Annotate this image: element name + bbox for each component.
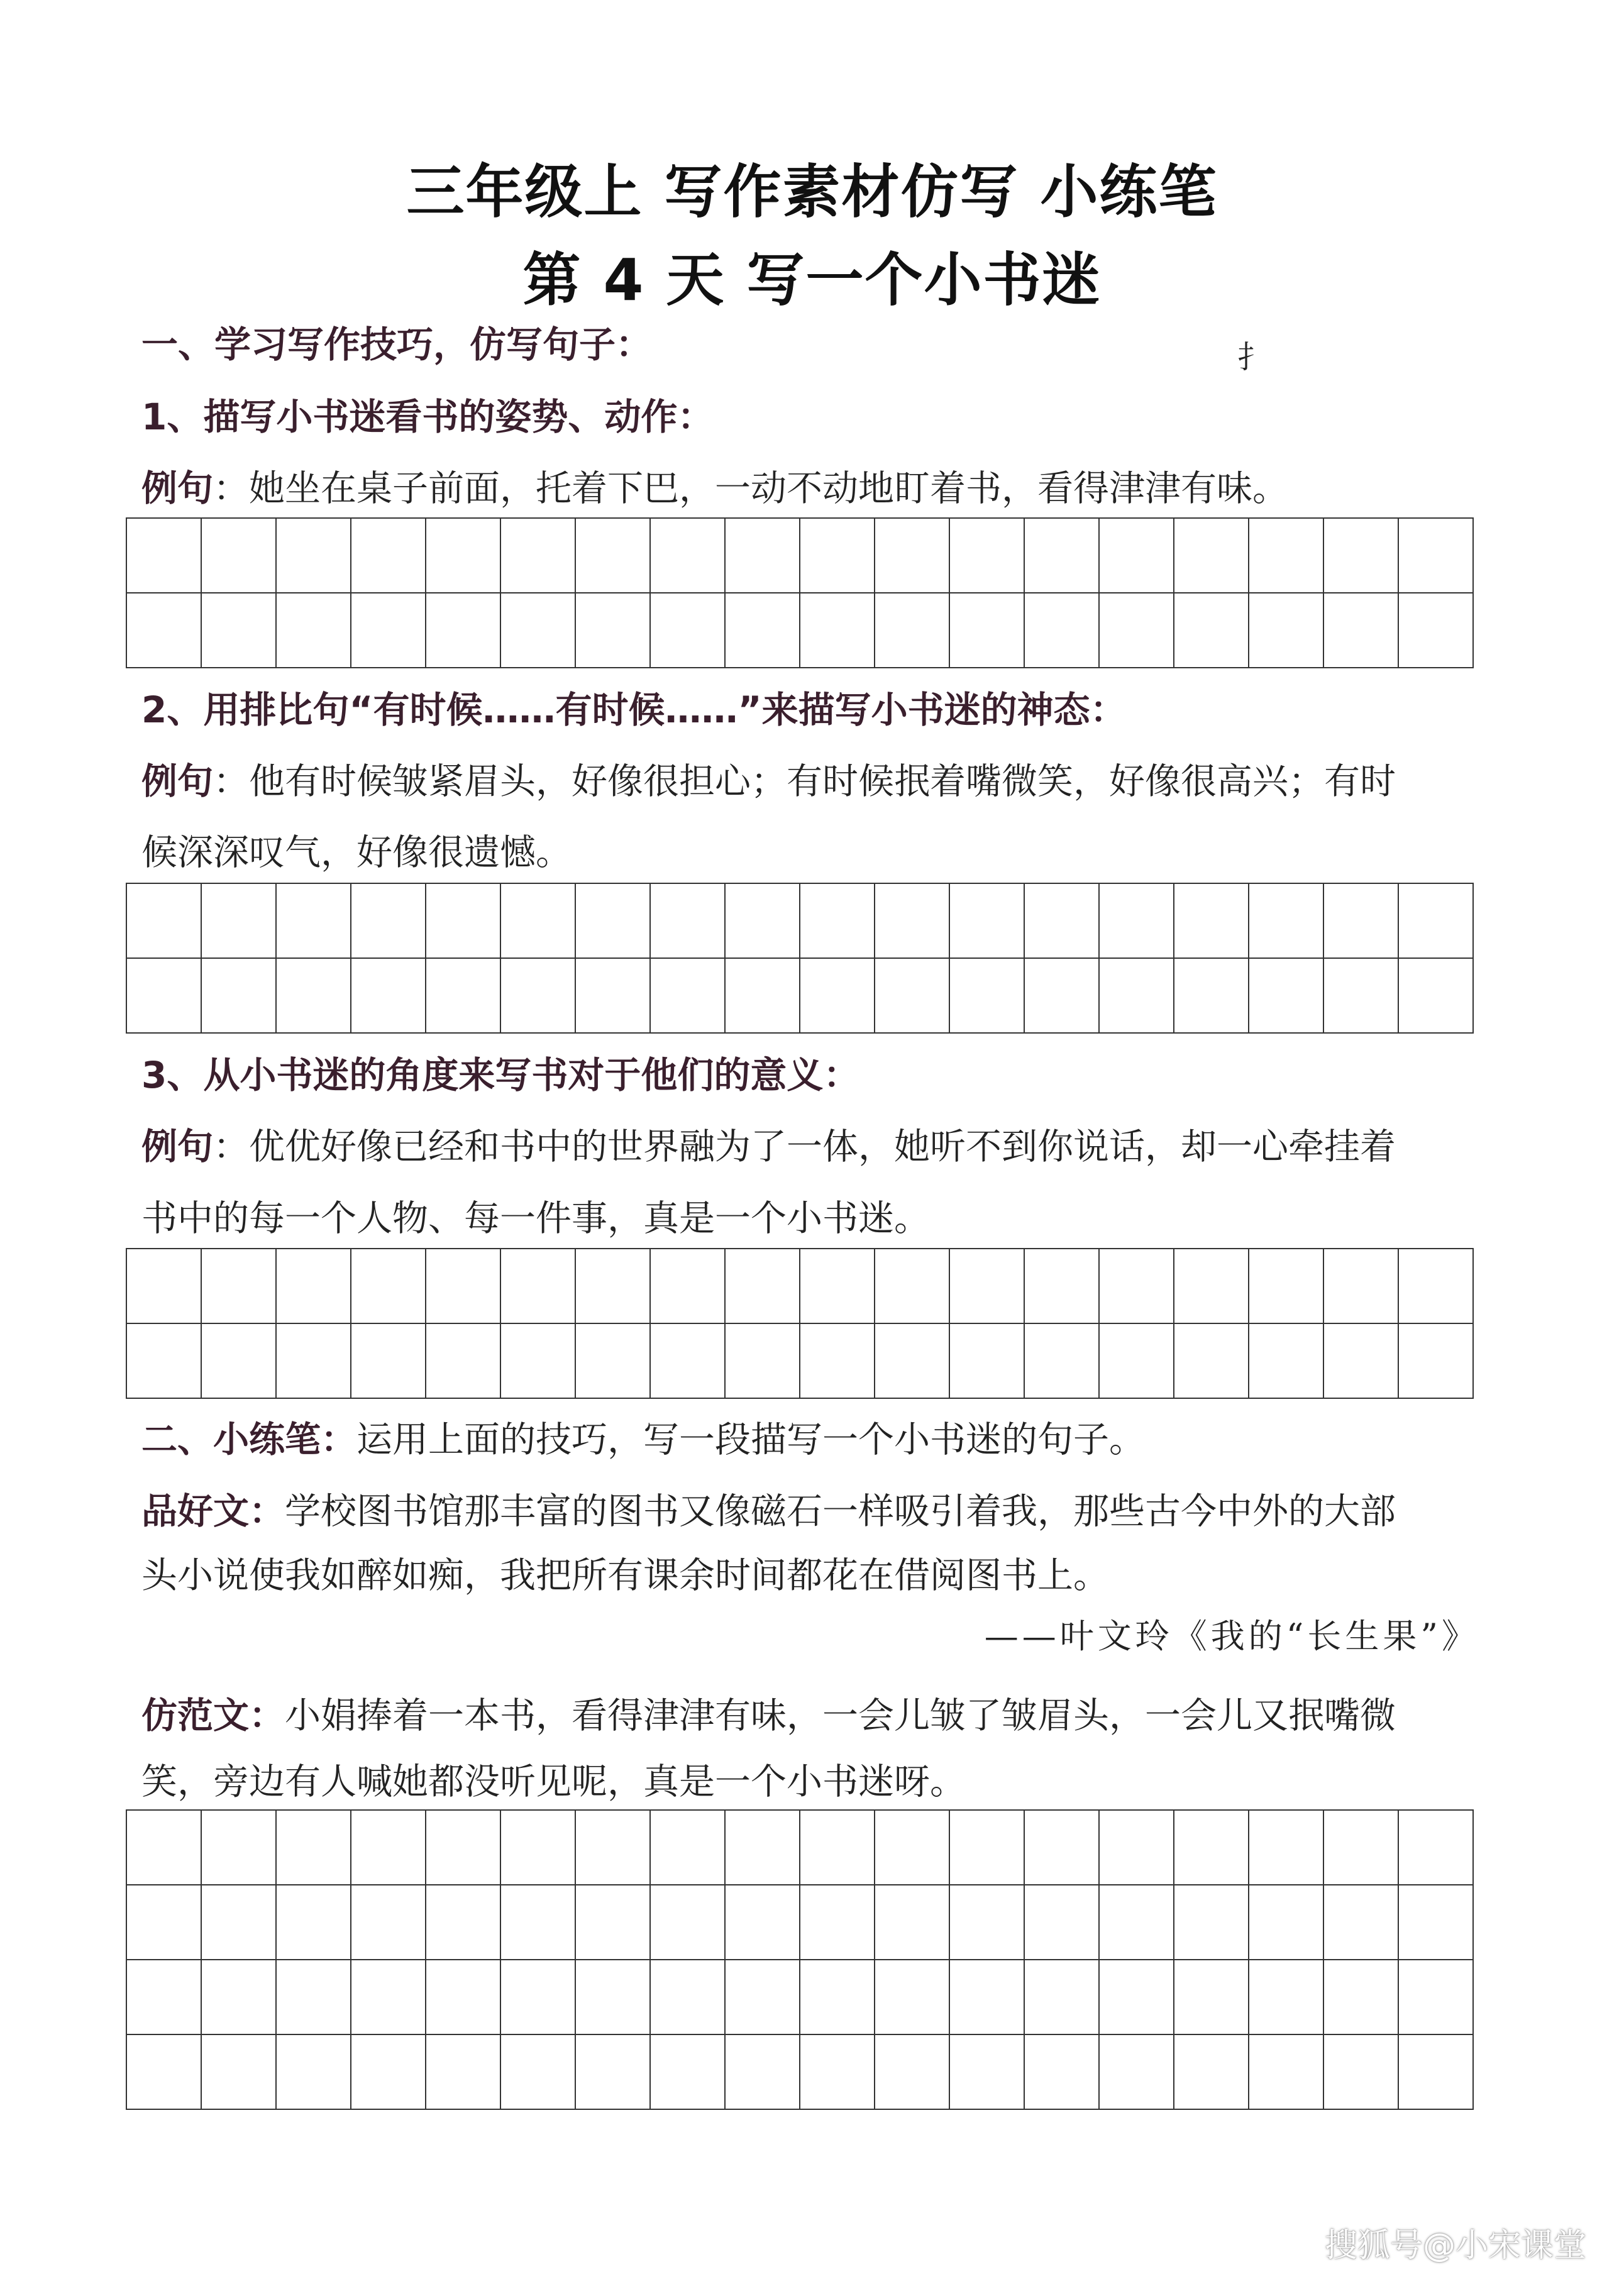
writing-cell[interactable]	[127, 1811, 202, 1885]
writing-cell[interactable]	[1249, 1885, 1324, 1960]
item1-example-text: ：她坐在桌子前面，托着下巴，一动不动地盯着书，看得津津有味。	[213, 468, 1288, 509]
item3-example-label: 例句	[141, 1126, 213, 1167]
writing-cell[interactable]	[651, 1960, 726, 2035]
writing-cell[interactable]	[950, 1324, 1025, 1399]
section2-label: 二、小练笔：	[141, 1419, 356, 1460]
writing-cell[interactable]	[202, 2035, 277, 2110]
writing-cell[interactable]	[1100, 959, 1174, 1034]
section2-text: 运用上面的技巧，写一段描写一个小书迷的句子。	[356, 1419, 1145, 1460]
writing-cell[interactable]	[726, 1960, 800, 2035]
item2-example-label: 例句	[141, 761, 213, 802]
writing-cell[interactable]	[875, 2035, 950, 2110]
item2-example	[141, 759, 1396, 804]
item3-example-text-1: ：优优好像已经和书中的世界融为了一体，她听不到你说话，却一心牵挂着	[213, 1126, 1396, 1167]
writing-cell[interactable]	[1399, 884, 1474, 959]
writing-cell[interactable]	[800, 593, 875, 668]
writing-cell[interactable]	[426, 1249, 501, 1324]
writing-cell[interactable]	[1025, 1811, 1100, 1885]
writing-cell[interactable]	[651, 959, 726, 1034]
writing-cell[interactable]	[426, 1324, 501, 1399]
writing-cell[interactable]	[202, 593, 277, 668]
writing-cell[interactable]	[202, 1960, 277, 2035]
writing-cell[interactable]	[1249, 884, 1324, 959]
writing-cell[interactable]	[651, 1324, 726, 1399]
writing-cell[interactable]	[1174, 1811, 1249, 1885]
writing-cell[interactable]	[1100, 1960, 1174, 2035]
writing-cell[interactable]	[127, 2035, 202, 2110]
writing-cell[interactable]	[1174, 593, 1249, 668]
writing-cell[interactable]	[726, 959, 800, 1034]
writing-cell[interactable]	[202, 959, 277, 1034]
imitation-text-line-1	[141, 1693, 1396, 1738]
writing-cell[interactable]	[800, 2035, 875, 2110]
writing-cell[interactable]	[726, 1811, 800, 1885]
writing-cell[interactable]	[127, 1249, 202, 1324]
writing-cell[interactable]	[1324, 519, 1399, 593]
item1-heading: 1、描写小书迷看书的姿势、动作：	[141, 395, 714, 438]
writing-cell[interactable]	[576, 2035, 651, 2110]
writing-cell[interactable]	[1174, 1960, 1249, 2035]
writing-cell[interactable]	[1174, 959, 1249, 1034]
writing-cell[interactable]	[800, 1960, 875, 2035]
writing-cell[interactable]	[950, 959, 1025, 1034]
section1-heading: 一、学习写作技巧，仿写句子：	[141, 323, 653, 366]
writing-cell[interactable]	[202, 1249, 277, 1324]
writing-cell[interactable]	[800, 884, 875, 959]
writing-cell[interactable]	[1399, 519, 1474, 593]
writing-cell[interactable]	[726, 2035, 800, 2110]
writing-cell[interactable]	[576, 884, 651, 959]
model-text-1: 学校图书馆那丰富的图书又像磁石一样吸引着我，那些古今中外的大部	[285, 1491, 1396, 1532]
writing-cell[interactable]	[1324, 1811, 1399, 1885]
writing-cell[interactable]	[576, 1811, 651, 1885]
item1-example	[141, 466, 1288, 511]
writing-cell[interactable]	[1399, 1249, 1474, 1324]
writing-cell[interactable]	[351, 1249, 426, 1324]
writing-cell[interactable]	[1324, 593, 1399, 668]
writing-cell[interactable]	[800, 519, 875, 593]
writing-cell[interactable]	[1399, 1324, 1474, 1399]
writing-cell[interactable]	[875, 1960, 950, 2035]
writing-cell[interactable]	[1174, 1249, 1249, 1324]
writing-cell[interactable]	[426, 884, 501, 959]
writing-cell[interactable]	[351, 2035, 426, 2110]
writing-cell[interactable]	[1025, 593, 1100, 668]
writing-cell[interactable]	[1249, 1811, 1324, 1885]
writing-cell[interactable]	[127, 884, 202, 959]
writing-cell[interactable]	[501, 593, 576, 668]
writing-cell[interactable]	[1399, 593, 1474, 668]
writing-cell[interactable]	[1324, 959, 1399, 1034]
writing-cell[interactable]	[1174, 519, 1249, 593]
item1-example-label: 例句	[141, 468, 213, 509]
writing-cell[interactable]	[1249, 1960, 1324, 2035]
writing-cell[interactable]	[726, 519, 800, 593]
writing-cell[interactable]	[202, 1885, 277, 1960]
writing-cell[interactable]	[1025, 1249, 1100, 1324]
writing-cell[interactable]	[875, 519, 950, 593]
writing-cell[interactable]	[501, 1885, 576, 1960]
writing-cell[interactable]	[351, 1885, 426, 1960]
writing-cell[interactable]	[1100, 884, 1174, 959]
writing-cell[interactable]	[202, 1811, 277, 1885]
imitation-text-2: 笑，旁边有人喊她都没听见呢，真是一个小书迷呀。	[141, 1761, 966, 1802]
writing-cell[interactable]	[351, 1960, 426, 2035]
writing-cell[interactable]	[426, 959, 501, 1034]
writing-cell[interactable]	[277, 1960, 351, 2035]
writing-cell[interactable]	[576, 593, 651, 668]
writing-cell[interactable]	[202, 1324, 277, 1399]
writing-cell[interactable]	[576, 1960, 651, 2035]
writing-cell[interactable]	[800, 1811, 875, 1885]
writing-cell[interactable]	[202, 884, 277, 959]
writing-cell[interactable]	[1025, 519, 1100, 593]
writing-cell[interactable]	[127, 519, 202, 593]
writing-cell[interactable]	[277, 1249, 351, 1324]
writing-cell[interactable]	[277, 884, 351, 959]
writing-cell[interactable]	[351, 1324, 426, 1399]
writing-cell[interactable]	[726, 1885, 800, 1960]
writing-cell[interactable]	[501, 1324, 576, 1399]
writing-cell[interactable]	[127, 1885, 202, 1960]
worksheet-subtitle: 第 4 天 写一个小书迷	[522, 246, 1102, 314]
writing-cell[interactable]	[426, 593, 501, 668]
writing-cell[interactable]	[351, 519, 426, 593]
item3-example	[141, 1124, 1396, 1169]
writing-cell[interactable]	[426, 1885, 501, 1960]
writing-cell[interactable]	[950, 1249, 1025, 1324]
writing-cell[interactable]	[1100, 1324, 1174, 1399]
writing-cell[interactable]	[651, 2035, 726, 2110]
writing-cell[interactable]	[726, 1249, 800, 1324]
writing-cell[interactable]	[1100, 1885, 1174, 1960]
worksheet-title: 三年级上 写作素材仿写 小练笔	[406, 158, 1218, 226]
writing-cell[interactable]	[800, 1324, 875, 1399]
writing-cell[interactable]	[1249, 519, 1324, 593]
model-text-line-1	[141, 1489, 1396, 1534]
watermark: 搜狐号@小宋课堂	[1324, 2227, 1586, 2265]
writing-cell[interactable]	[950, 519, 1025, 593]
writing-grid-3[interactable]	[126, 1248, 1474, 1399]
writing-cell[interactable]	[351, 959, 426, 1034]
writing-cell[interactable]	[950, 1885, 1025, 1960]
item2-heading: 2、用排比句“有时候……有时候……”来描写小书迷的神态：	[141, 688, 1127, 731]
writing-cell[interactable]	[1324, 1249, 1399, 1324]
section2-prompt	[141, 1417, 1145, 1462]
writing-cell[interactable]	[1324, 1885, 1399, 1960]
writing-cell[interactable]	[277, 593, 351, 668]
writing-cell[interactable]	[202, 519, 277, 593]
writing-cell[interactable]	[501, 519, 576, 593]
writing-cell[interactable]	[950, 2035, 1025, 2110]
writing-cell[interactable]	[950, 593, 1025, 668]
writing-cell[interactable]	[501, 1960, 576, 2035]
writing-cell[interactable]	[1174, 2035, 1249, 2110]
item2-example-text-2: 候深深叹气，好像很遗憾。	[141, 832, 572, 873]
writing-cell[interactable]	[1174, 1324, 1249, 1399]
writing-cell[interactable]	[875, 1885, 950, 1960]
writing-cell[interactable]	[127, 593, 202, 668]
writing-cell[interactable]	[726, 1324, 800, 1399]
writing-cell[interactable]	[576, 519, 651, 593]
writing-cell[interactable]	[950, 1811, 1025, 1885]
writing-cell[interactable]	[651, 519, 726, 593]
writing-cell[interactable]	[875, 959, 950, 1034]
writing-cell[interactable]	[1025, 959, 1100, 1034]
writing-cell[interactable]	[1399, 1960, 1474, 2035]
imitation-text-1: 小娟捧着一本书，看得津津有味，一会儿皱了皱眉头，一会儿又抿嘴微	[285, 1695, 1396, 1736]
writing-cell[interactable]	[651, 1811, 726, 1885]
writing-cell[interactable]	[501, 2035, 576, 2110]
item3-example-text-2: 书中的每一个人物、每一件事，真是一个小书迷。	[141, 1198, 930, 1239]
writing-cell[interactable]	[127, 1324, 202, 1399]
writing-cell[interactable]	[501, 959, 576, 1034]
writing-cell[interactable]	[726, 884, 800, 959]
writing-cell[interactable]	[875, 593, 950, 668]
writing-cell[interactable]	[277, 519, 351, 593]
writing-cell[interactable]	[1025, 884, 1100, 959]
writing-cell[interactable]	[426, 1960, 501, 2035]
writing-cell[interactable]	[1324, 884, 1399, 959]
writing-cell[interactable]	[1174, 884, 1249, 959]
writing-cell[interactable]	[1174, 1885, 1249, 1960]
model-label: 品好文：	[141, 1491, 285, 1532]
writing-cell[interactable]	[1324, 1960, 1399, 2035]
writing-cell[interactable]	[875, 1811, 950, 1885]
citation: ——叶文玲《我的“长生果”》	[984, 1616, 1479, 1656]
writing-cell[interactable]	[1025, 1885, 1100, 1960]
writing-cell[interactable]	[576, 1249, 651, 1324]
writing-cell[interactable]	[277, 2035, 351, 2110]
writing-cell[interactable]	[351, 1811, 426, 1885]
writing-cell[interactable]	[1399, 959, 1474, 1034]
writing-cell[interactable]	[1100, 1249, 1174, 1324]
stray-mark: 扌	[1237, 339, 1269, 375]
writing-cell[interactable]	[875, 884, 950, 959]
writing-cell[interactable]	[426, 2035, 501, 2110]
writing-cell[interactable]	[1249, 1249, 1324, 1324]
writing-cell[interactable]	[1100, 2035, 1174, 2110]
writing-cell[interactable]	[651, 1249, 726, 1324]
writing-cell[interactable]	[426, 519, 501, 593]
writing-cell[interactable]	[800, 1885, 875, 1960]
writing-cell[interactable]	[501, 1249, 576, 1324]
writing-cell[interactable]	[277, 1811, 351, 1885]
writing-cell[interactable]	[800, 959, 875, 1034]
writing-cell[interactable]	[1324, 1324, 1399, 1399]
item2-example-text-1: ：他有时候皱紧眉头，好像很担心；有时候抿着嘴微笑，好像很高兴；有时	[213, 761, 1396, 802]
writing-cell[interactable]	[576, 959, 651, 1034]
writing-cell[interactable]	[1025, 1960, 1100, 2035]
writing-cell[interactable]	[501, 884, 576, 959]
writing-cell[interactable]	[651, 1885, 726, 1960]
writing-cell[interactable]	[950, 884, 1025, 959]
writing-cell[interactable]	[277, 1885, 351, 1960]
writing-cell[interactable]	[1100, 519, 1174, 593]
writing-cell[interactable]	[800, 1249, 875, 1324]
writing-cell[interactable]	[277, 959, 351, 1034]
writing-cell[interactable]	[1025, 2035, 1100, 2110]
writing-cell[interactable]	[1249, 593, 1324, 668]
model-text-2: 头小说使我如醉如痴，我把所有课余时间都花在借阅图书上。	[141, 1555, 1109, 1596]
writing-cell[interactable]	[875, 1249, 950, 1324]
writing-cell[interactable]	[651, 593, 726, 668]
writing-cell[interactable]	[1025, 1324, 1100, 1399]
writing-cell[interactable]	[950, 1960, 1025, 2035]
writing-cell[interactable]	[351, 884, 426, 959]
writing-cell[interactable]	[875, 1324, 950, 1399]
writing-cell[interactable]	[1399, 2035, 1474, 2110]
item3-heading: 3、从小书迷的角度来写书对于他们的意义：	[141, 1054, 860, 1096]
writing-cell[interactable]	[351, 593, 426, 668]
writing-cell[interactable]	[127, 959, 202, 1034]
writing-cell[interactable]	[1249, 2035, 1324, 2110]
writing-cell[interactable]	[576, 1885, 651, 1960]
writing-cell[interactable]	[501, 1811, 576, 1885]
imitation-label: 仿范文：	[141, 1695, 285, 1736]
writing-grid-1[interactable]	[126, 517, 1474, 668]
writing-cell[interactable]	[127, 1960, 202, 2035]
writing-cell[interactable]	[651, 884, 726, 959]
writing-cell[interactable]	[1100, 593, 1174, 668]
writing-cell[interactable]	[1249, 1324, 1324, 1399]
writing-cell[interactable]	[1249, 959, 1324, 1034]
writing-grid-4[interactable]	[126, 1809, 1474, 2110]
writing-cell[interactable]	[426, 1811, 501, 1885]
writing-cell[interactable]	[1324, 2035, 1399, 2110]
writing-grid-2[interactable]	[126, 883, 1474, 1034]
writing-cell[interactable]	[576, 1324, 651, 1399]
writing-cell[interactable]	[1100, 1811, 1174, 1885]
writing-cell[interactable]	[1399, 1885, 1474, 1960]
writing-cell[interactable]	[277, 1324, 351, 1399]
writing-cell[interactable]	[1399, 1811, 1474, 1885]
writing-cell[interactable]	[726, 593, 800, 668]
